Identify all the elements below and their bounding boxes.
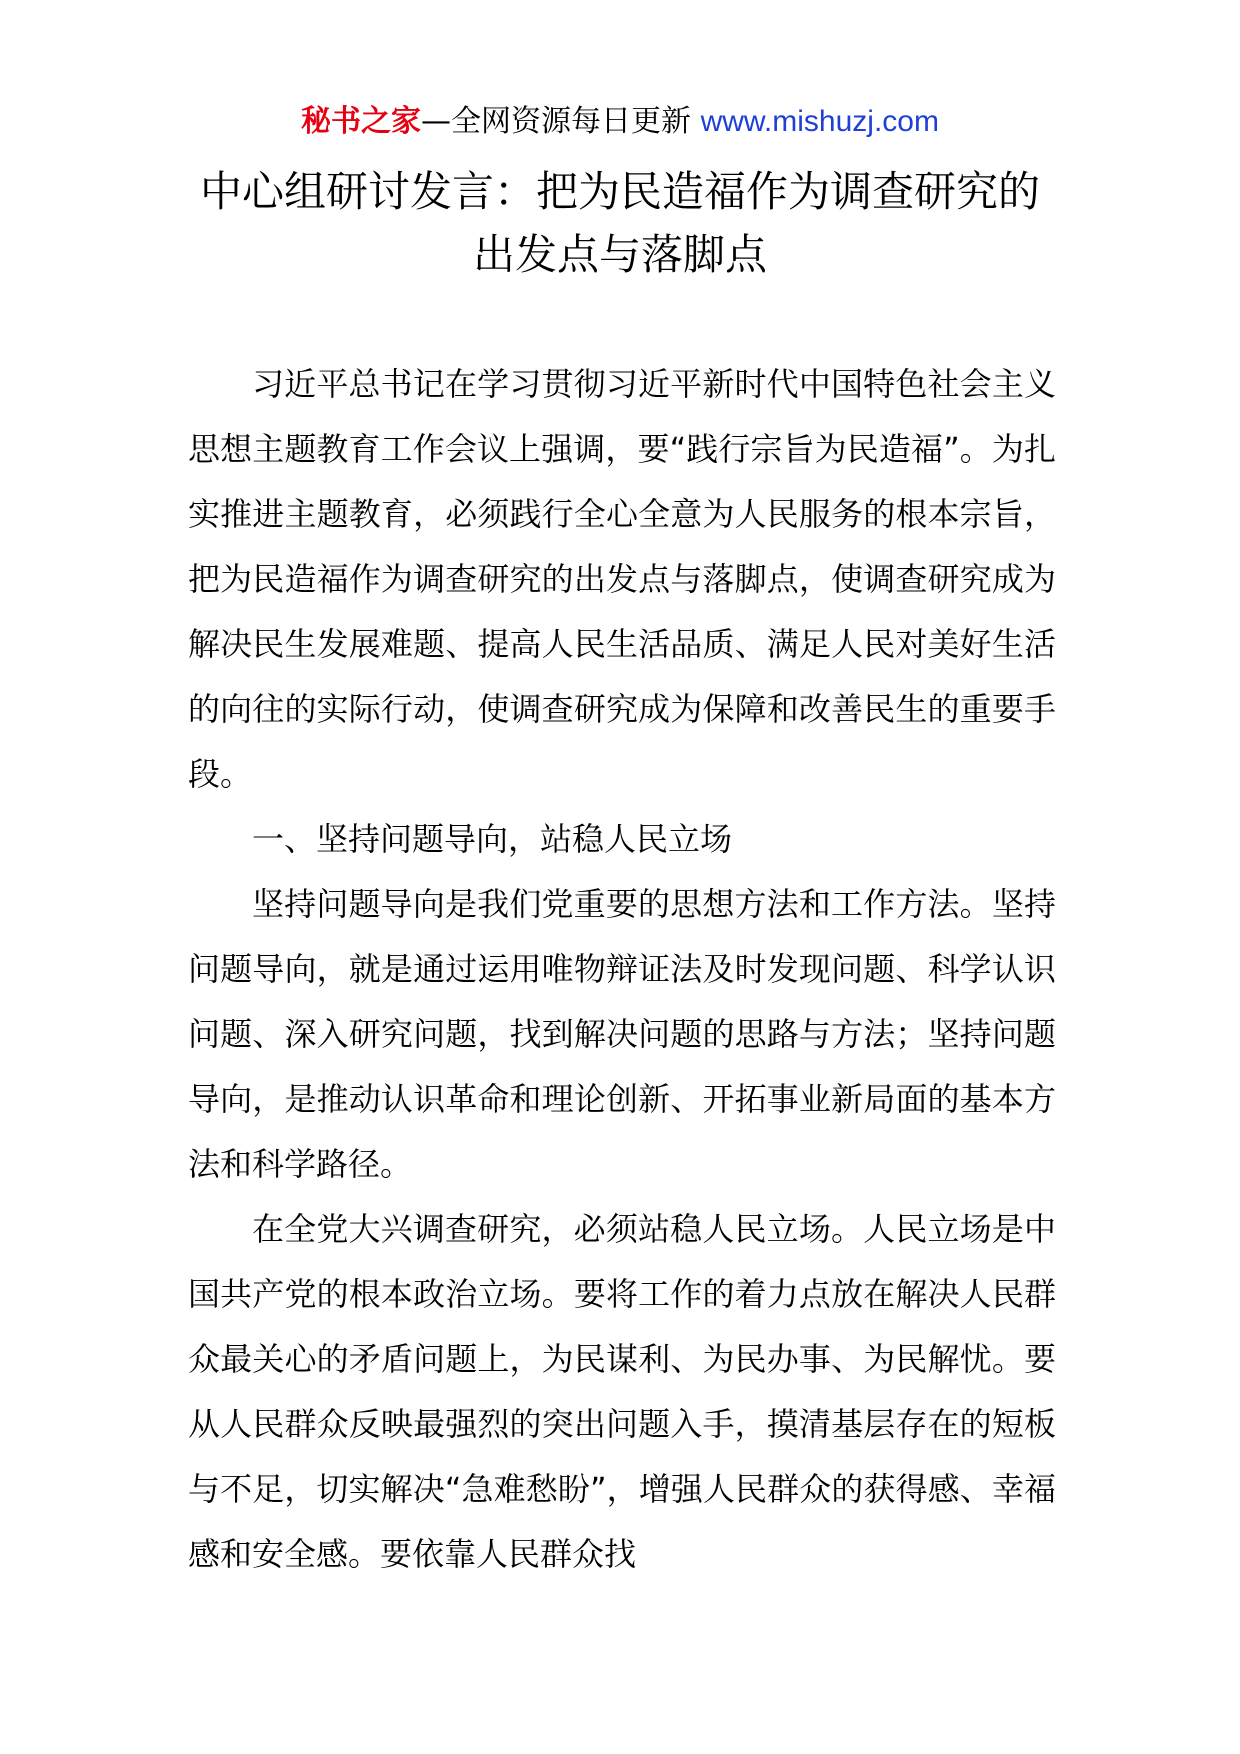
- brand-name: 秘书之家: [301, 104, 422, 139]
- document-body: [188, 352, 1056, 1587]
- body-paragraph: 坚持问题导向是我们党重要的思想方法和工作方法。坚持问题导向，就是通过运用唯物辩证法及时发现问题、科学认识问题、深入研究问题，找到解决问题的思路与方法；坚持问题导向，是推动认识革命和理论创新、开拓事业新局面的基本方法和科学路径。: [188, 885, 1056, 1183]
- title-line-1: 中心组研讨发言：把为民造福作为调查研究的: [199, 167, 1040, 216]
- body-paragraph: 在全党大兴调查研究，必须站稳人民立场。人民立场是中国共产党的根本政治立场。要将工作的着力点放在解决人民群众最关心的矛盾问题上，为民谋利、为民办事、为民解忧。要从人民群众反映最强烈的突出问题入手，摸清基层存在的短板与不足，切实解决“急难愁盼”，增强人民群众的获得感、幸福感和安全感。要依靠人民群众找: [188, 1210, 1056, 1573]
- site-url-link[interactable]: www.mishuzj.com: [700, 105, 939, 138]
- document-title: [160, 160, 1080, 286]
- header-tagline: —全网资源每日更新: [421, 104, 701, 139]
- intro-paragraph: 习近平总书记在学习贯彻习近平新时代中国特色社会主义思想主题教育工作会议上强调，要“践行宗旨为民造福”。为扎实推进主题教育，必须践行全心全意为人民服务的根本宗旨，把为民造福作为调查研究的出发点与落脚点，使调查研究成为解决民生发展难题、提高人民生活品质、满足人民对美好生活的向往的实际行动，使调查研究成为保障和改善民生的重要手段。: [188, 365, 1056, 793]
- site-header: [0, 102, 1240, 142]
- title-line-2: 出发点与落脚点: [472, 230, 767, 279]
- section-heading-1: 一、坚持问题导向，站稳人民立场: [252, 820, 733, 858]
